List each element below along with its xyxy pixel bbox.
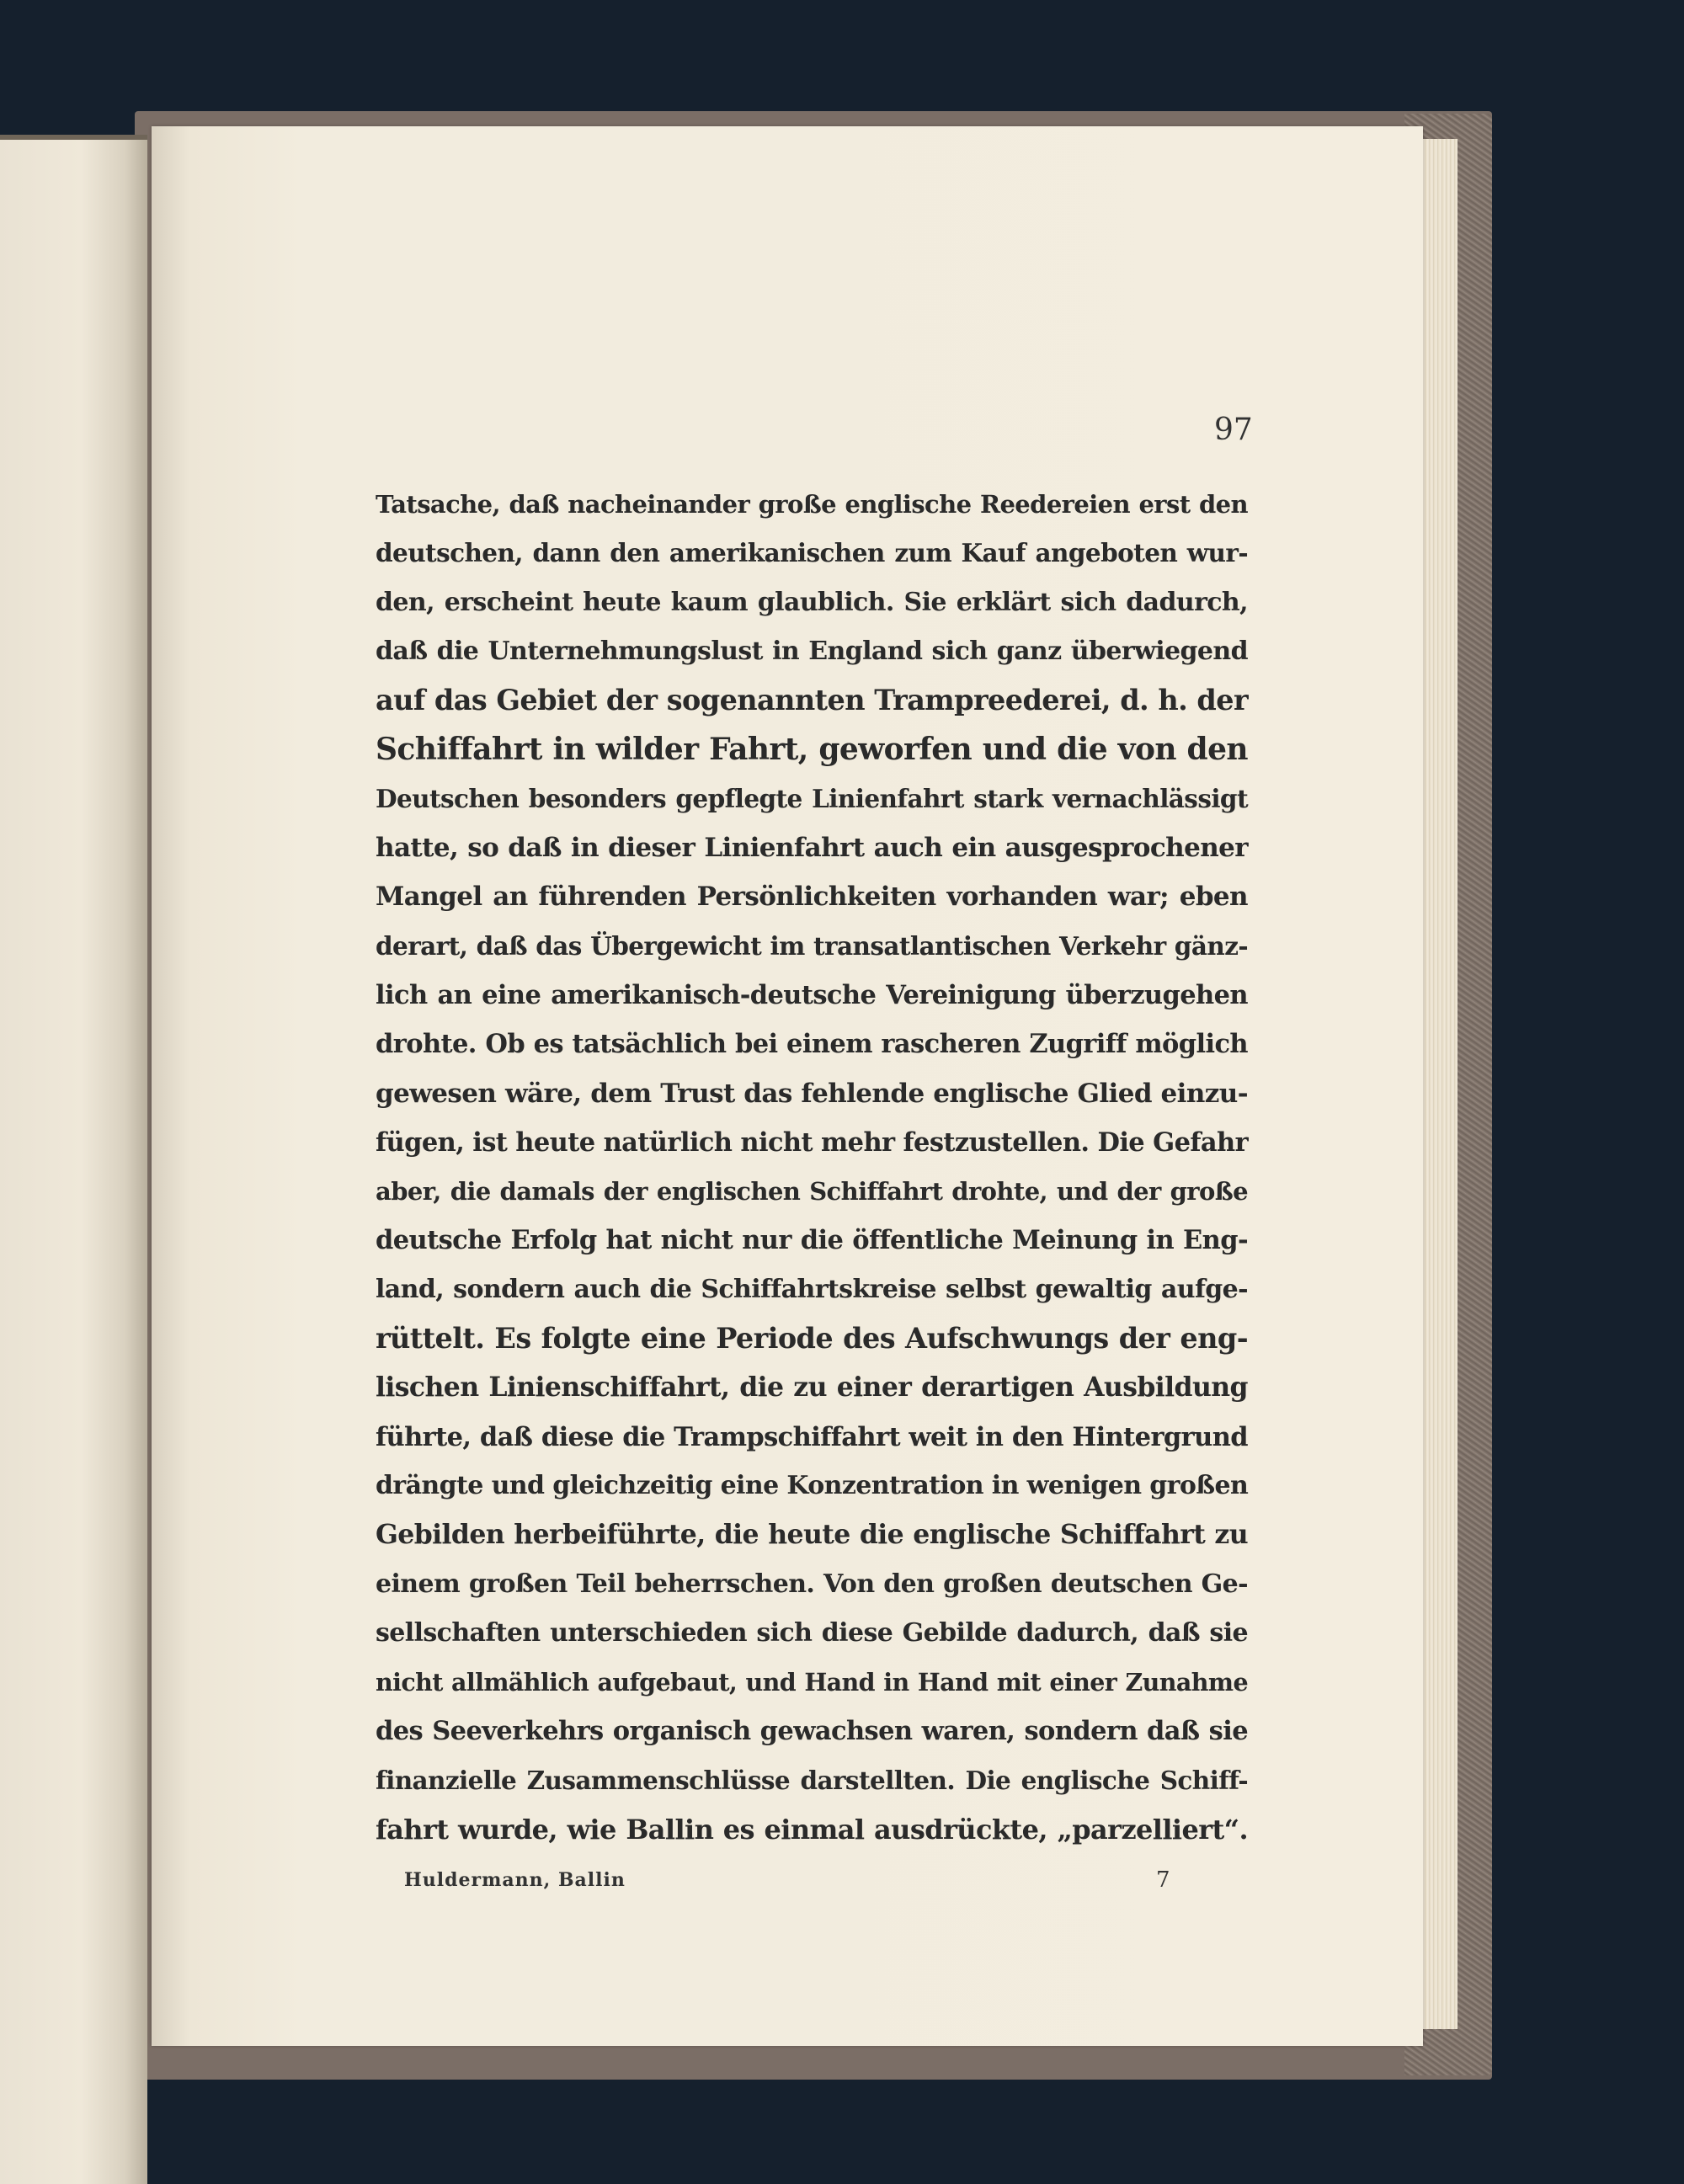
left-page-edge [0, 135, 147, 2184]
text-line: Mangel an führenden Persönlichkeiten vorhanden war; eben [376, 882, 1248, 913]
signature-number: 7 [1156, 1867, 1170, 1893]
body-text [376, 480, 1248, 1854]
text-line: führte, daß diese die Trampschiffahrt weit in den Hintergrund [376, 1421, 1248, 1452]
text-line: gewesen wäre, dem Trust das fehlende englische Glied einzu- [376, 1078, 1248, 1109]
text-line: den, erscheint heute kaum glaublich. Sie erklärt sich dadurch, [376, 587, 1248, 617]
text-line: finanzielle Zusammenschlüsse darstellten. Die englische Schiff- [376, 1765, 1248, 1795]
text-line: drohte. Ob es tatsächlich bei einem rascheren Zugriff möglich [376, 1029, 1248, 1060]
signature-mark: Huldermann, Ballin [404, 1869, 626, 1891]
text-line: deutschen, dann den amerikanischen zum Kauf angeboten wur- [376, 538, 1248, 568]
text-line: Gebilden herbeiführte, die heute die englische Schiffahrt zu [376, 1519, 1248, 1551]
text-line: fügen, ist heute natürlich nicht mehr festzustellen. Die Gefahr [376, 1127, 1249, 1158]
text-line: lich an eine amerikanisch-deutsche Vereinigung überzugehen [376, 979, 1248, 1010]
text-line: auf das Gebiet der sogenannten Trampreederei, d. h. der [376, 684, 1248, 717]
text-line: drängte und gleichzeitig eine Konzentration in wenigen großen [376, 1470, 1249, 1500]
text-line: Deutschen besonders gepflegte Linienfahrt stark vernachlässigt [376, 783, 1248, 813]
text-line: sellschaften unterschieden sich diese Gebilde dadurch, daß sie [376, 1617, 1248, 1648]
text-line: lischen Linienschiffahrt, die zu einer derartigen Ausbildung [376, 1372, 1248, 1404]
text-line: daß die Unternehmungslust in England sich ganz überwiegend [376, 636, 1248, 666]
text-line: fahrt wurde, wie Ballin es einmal ausdrückte, „parzelliert“. [376, 1814, 1248, 1846]
text-line: Schiffahrt in wilder Fahrt, geworfen und die von den [376, 732, 1248, 768]
text-line: hatte, so daß in dieser Linienfahrt auch ein ausgesprochener [376, 833, 1248, 864]
book-page [152, 126, 1423, 2046]
text-line: nicht allmählich aufgebaut, und Hand in Hand mit einer Zunahme [376, 1668, 1248, 1697]
text-line: land, sondern auch die Schiffahrtskreise selbst gewaltig aufge- [376, 1274, 1248, 1304]
page-stack-edge [1417, 139, 1458, 2029]
text-line: einem großen Teil beherrschen. Von den großen deutschen Ge- [376, 1569, 1248, 1599]
text-line: deutsche Erfolg hat nicht nur die öffentliche Meinung in Eng- [376, 1225, 1248, 1256]
text-line: rüttelt. Es folgte eine Periode des Aufschwungs der eng- [376, 1322, 1248, 1356]
text-line: des Seeverkehrs organisch gewachsen waren, sondern daß sie [376, 1716, 1248, 1747]
text-line: derart, daß das Übergewicht im transatlantischen Verkehr gänz- [376, 930, 1248, 961]
text-line: Tatsache, daß nacheinander große englische Reedereien erst den [376, 490, 1248, 519]
page-number: 97 [1214, 413, 1253, 447]
text-line: aber, die damals der englischen Schiffahrt drohte, und der große [376, 1177, 1248, 1207]
